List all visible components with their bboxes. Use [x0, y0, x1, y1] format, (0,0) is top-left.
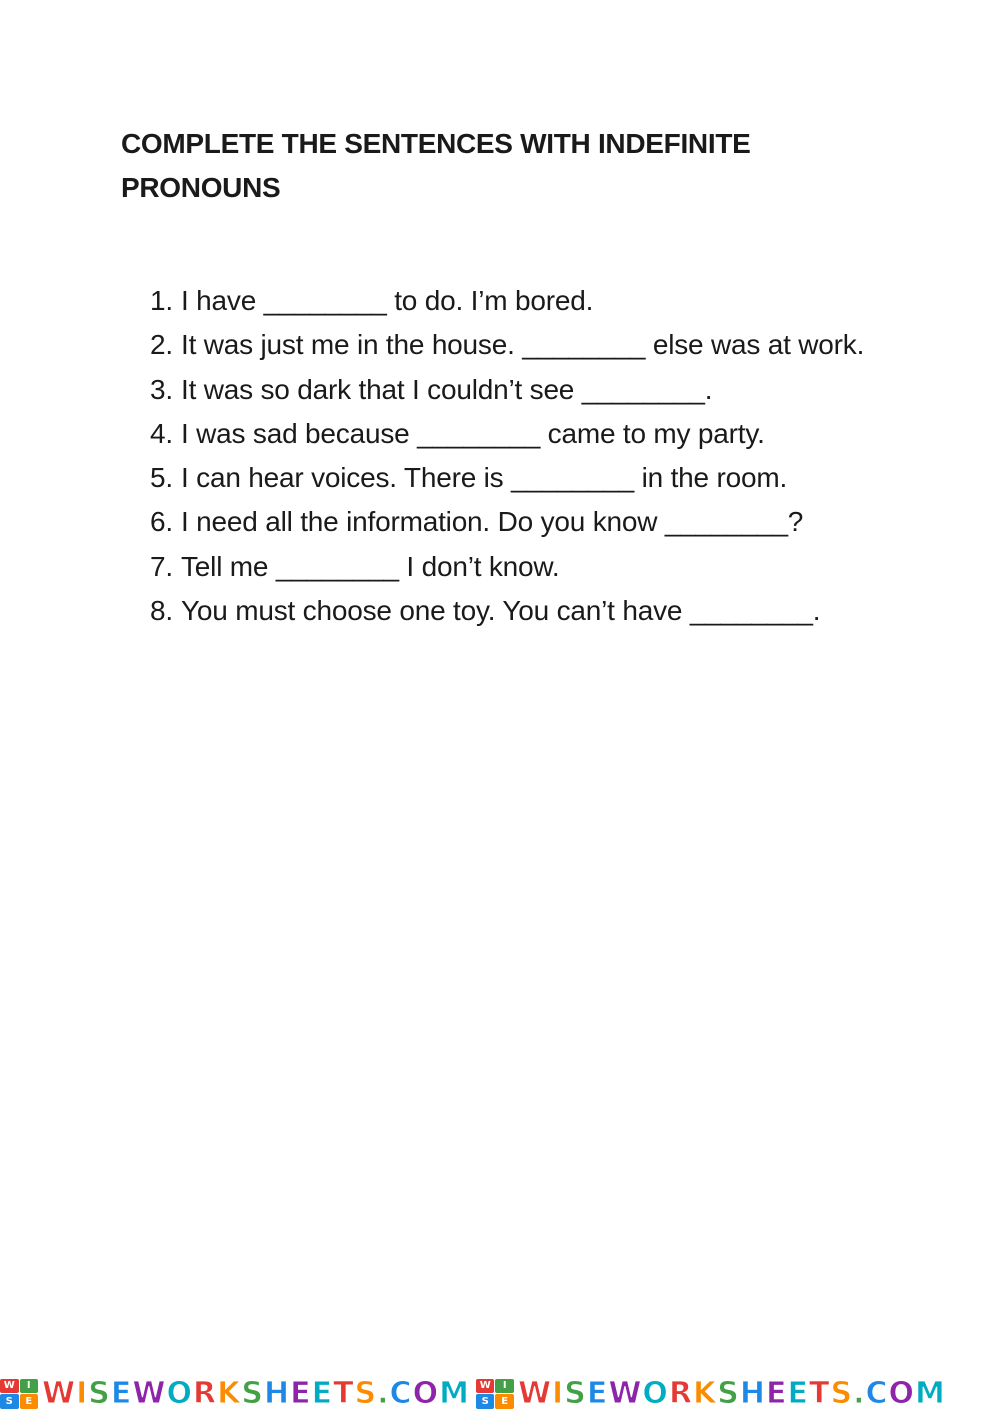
- worksheet-title: [121, 122, 821, 210]
- footer-watermark: [0, 1374, 1000, 1413]
- exercise-item: [150, 368, 870, 412]
- item-text: I need all the information. Do you know ________?: [181, 506, 804, 538]
- exercise-item: [150, 456, 870, 500]
- exercise-item: [150, 323, 870, 367]
- item-number: 1.: [150, 285, 173, 316]
- item-text: It was so dark that I couldn’t see ________.: [181, 373, 713, 405]
- item-number: 8.: [150, 595, 173, 627]
- logo-letter: W: [476, 1379, 495, 1394]
- exercise-item: [150, 412, 870, 456]
- exercise-item: [150, 545, 870, 589]
- exercise-item: [150, 589, 870, 633]
- logo-letter: W: [0, 1379, 19, 1394]
- brand-watermark: [476, 1374, 946, 1413]
- item-text: Tell me ________ I don’t know.: [181, 550, 560, 582]
- item-number: 5.: [150, 462, 173, 494]
- logo-letter: S: [476, 1394, 495, 1409]
- brand-logo-icon: [476, 1379, 514, 1409]
- logo-letter: E: [20, 1394, 39, 1409]
- logo-letter: E: [495, 1394, 514, 1409]
- logo-letter: S: [0, 1394, 19, 1409]
- logo-letter: I: [20, 1379, 39, 1394]
- title-line-1: COMPLETE THE SENTENCES WITH INDEFINITE: [121, 128, 751, 159]
- brand-text: WISEWORKSHEETS.COM: [42, 1376, 470, 1411]
- item-number: 6.: [150, 506, 173, 538]
- exercise-list: [150, 279, 870, 633]
- brand-watermark: [0, 1374, 470, 1413]
- title-line-2: PRONOUNS: [121, 172, 281, 203]
- logo-letter: I: [495, 1379, 514, 1394]
- exercise-item: [150, 500, 870, 544]
- item-number: 3.: [150, 373, 173, 405]
- item-number: 7.: [150, 550, 173, 582]
- item-number: 2.: [150, 329, 173, 361]
- item-number: 4.: [150, 417, 173, 449]
- item-text: I have ________ to do. I’m bored.: [181, 285, 594, 316]
- item-text: I was sad because ________ came to my party.: [181, 417, 765, 449]
- item-text: It was just me in the house. ________ else was at work.: [181, 329, 865, 361]
- item-text: You must choose one toy. You can’t have ________.: [181, 595, 821, 627]
- item-text: I can hear voices. There is ________ in the room.: [181, 462, 788, 494]
- brand-logo-icon: [0, 1379, 38, 1409]
- exercise-item: [150, 279, 870, 323]
- brand-text: WISEWORKSHEETS.COM: [517, 1376, 946, 1411]
